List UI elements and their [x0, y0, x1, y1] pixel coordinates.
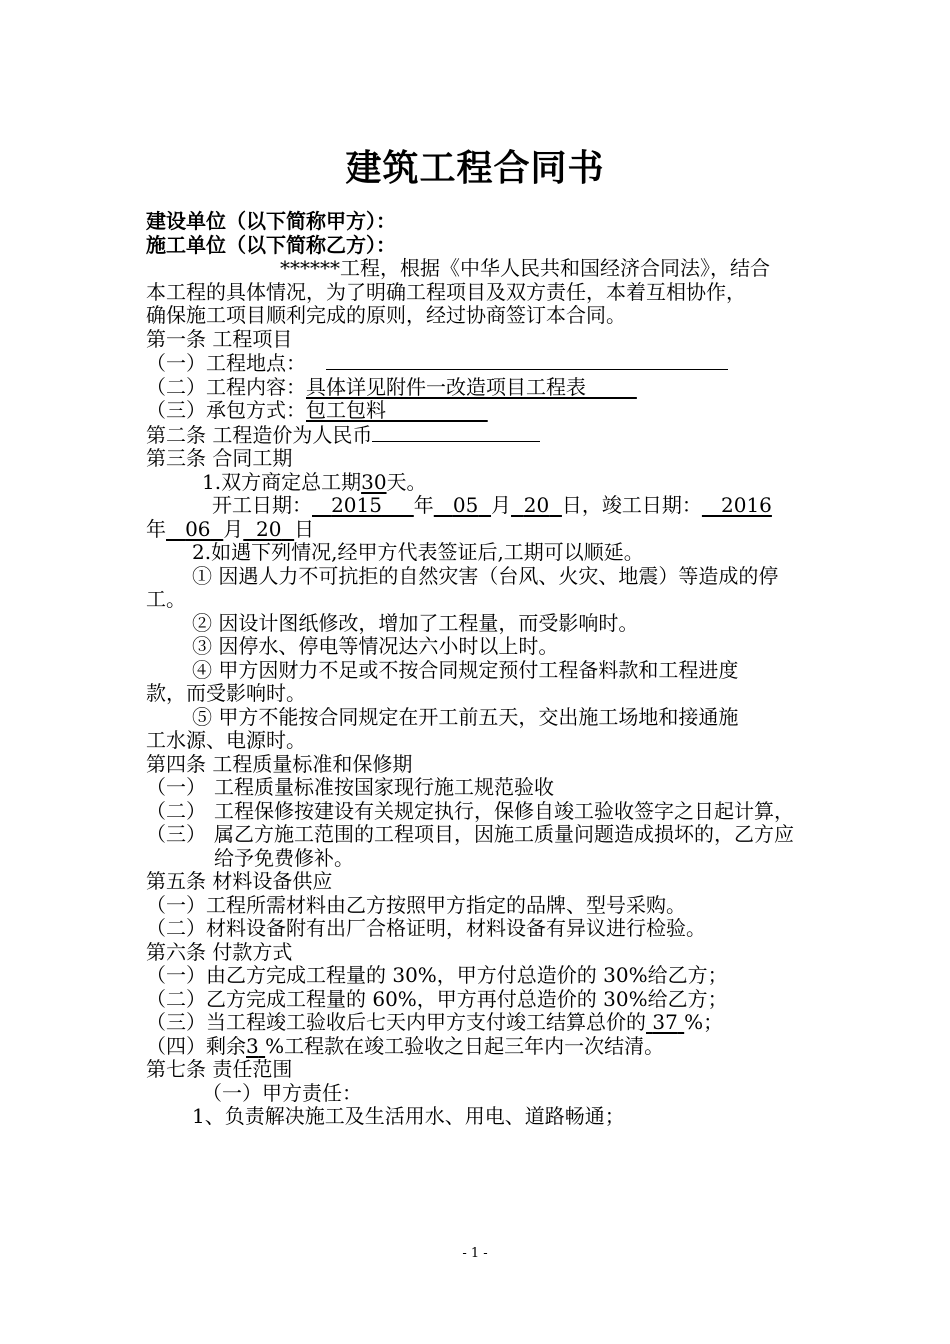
extension-case-1a: ① 因遇人力不可抗拒的自然灾害（台风、火灾、地震）等造成的停 — [192, 563, 779, 588]
payment-item-3: （三）当工程竣工验收后七天内甲方支付竣工结算总价的 37 %； — [146, 1010, 724, 1034]
project-location-row — [146, 351, 808, 376]
article-6-heading: 第六条 付款方式 — [146, 939, 293, 964]
quality-item-2: （二） 工程保修按建设有关规定执行，保修自竣工验收签字之日起计算， — [146, 798, 794, 823]
extension-case-4b: 款，而受影响时。 — [146, 681, 306, 705]
total-duration-line: 1.双方商定总工期30天。 — [202, 469, 427, 494]
article-3-heading: 第三条 合同工期 — [146, 446, 293, 470]
article-4-heading: 第四条 工程质量标准和保修期 — [146, 751, 413, 776]
extension-intro: 2.如遇下列情况,经甲方代表签证后,工期可以顺延。 — [192, 540, 644, 564]
start-year: 2015 — [331, 493, 382, 517]
quality-item-1: （一） 工程质量标准按国家现行施工规范验收 — [146, 775, 554, 799]
project-content-value: 具体详见附件一改造项目工程表 — [306, 374, 586, 399]
project-content-row — [146, 376, 808, 400]
owner-party-line: 建设单位（以下简称甲方）： — [146, 209, 396, 233]
contract-body — [146, 210, 808, 1129]
retention-percent: 3 — [246, 1033, 259, 1058]
final-payment-percent: 37 — [652, 1010, 678, 1034]
project-location-label: （一）工程地点： — [146, 351, 306, 375]
materials-item-2: （二）材料设备附有出厂合格证明，材料设备有异议进行检验。 — [146, 916, 706, 940]
contractor-party-line: 施工单位（以下简称乙方）： — [146, 232, 396, 257]
end-year: 2016 — [721, 493, 772, 517]
contract-mode-label: （三）承包方式： — [146, 398, 306, 422]
intro-line-1: ******工程，根据《中华人民共和国经济合同法》，结合 — [280, 256, 770, 280]
extension-case-5a: ⑤ 甲方不能按合同规定在开工前五天，交出施工场地和接通施 — [192, 704, 739, 729]
end-date-line: 年 06 月 20 日 — [146, 516, 315, 541]
payment-item-1: （一）由乙方完成工程量的 30%，甲方付总造价的 30%给乙方； — [146, 963, 728, 987]
intro-line-2: 本工程的具体情况，为了明确工程项目及双方责任，本着互相协作， — [146, 279, 746, 304]
payment-item-4: （四）剩余3 %工程款在竣工验收之日起三年内一次结清。 — [146, 1033, 665, 1058]
page-number: - 1 - — [462, 1246, 488, 1261]
start-month: 05 — [452, 493, 479, 517]
article-2-heading: 第二条 工程造价为人民币 — [146, 422, 373, 447]
extension-case-4a: ④ 甲方因财力不足或不按合同规定预付工程备料款和工程进度 — [192, 657, 739, 682]
contract-mode-value: 包工包料 — [306, 398, 386, 422]
contract-title: 建筑工程合同书 — [345, 147, 605, 189]
start-day: 20 — [523, 493, 550, 517]
end-date-label: 竣工日期： — [601, 493, 702, 517]
end-month: 06 — [185, 516, 211, 541]
article-2-row — [146, 423, 808, 448]
extension-case-3: ③ 因停水、停电等情况达六小时以上时。 — [192, 634, 559, 658]
article-5-heading: 第五条 材料设备供应 — [146, 869, 333, 893]
end-day: 20 — [255, 516, 282, 541]
dates-line: 开工日期： 2015 年 05 月 20 日，竣工日期： 2016 — [212, 493, 772, 517]
total-duration-days: 30 — [361, 469, 387, 494]
payment-item-2: （二）乙方完成工程量的 60%，甲方再付总造价的 30%给乙方； — [146, 986, 728, 1011]
start-date-label: 开工日期： — [212, 493, 312, 517]
extension-case-1b: 工。 — [146, 587, 186, 611]
contract-mode-row — [146, 399, 808, 423]
contract-price-blank — [372, 423, 540, 442]
intro-line-3: 确保施工项目顺利完成的原则，经过协商签订本合同。 — [146, 303, 626, 327]
article-7-heading: 第七条 责任范围 — [146, 1057, 293, 1081]
article-1-heading: 第一条 工程项目 — [146, 326, 293, 351]
project-location-blank — [326, 351, 728, 370]
extension-case-5b: 工水源、电源时。 — [146, 728, 306, 752]
owner-duties-heading: （一）甲方责任： — [202, 1080, 362, 1105]
owner-duty-1: 1、负责解决施工及生活用水、用电、道路畅通； — [192, 1104, 625, 1128]
project-content-label: （二）工程内容： — [146, 374, 306, 399]
quality-item-3: （三） 属乙方施工范围的工程项目，因施工质量问题造成损坏的，乙方应给予免费修补。 — [146, 822, 794, 870]
materials-item-1: （一）工程所需材料由乙方按照甲方指定的品牌、型号采购。 — [146, 892, 686, 917]
extension-case-2: ② 因设计图纸修改，增加了工程量，而受影响时。 — [192, 610, 639, 635]
